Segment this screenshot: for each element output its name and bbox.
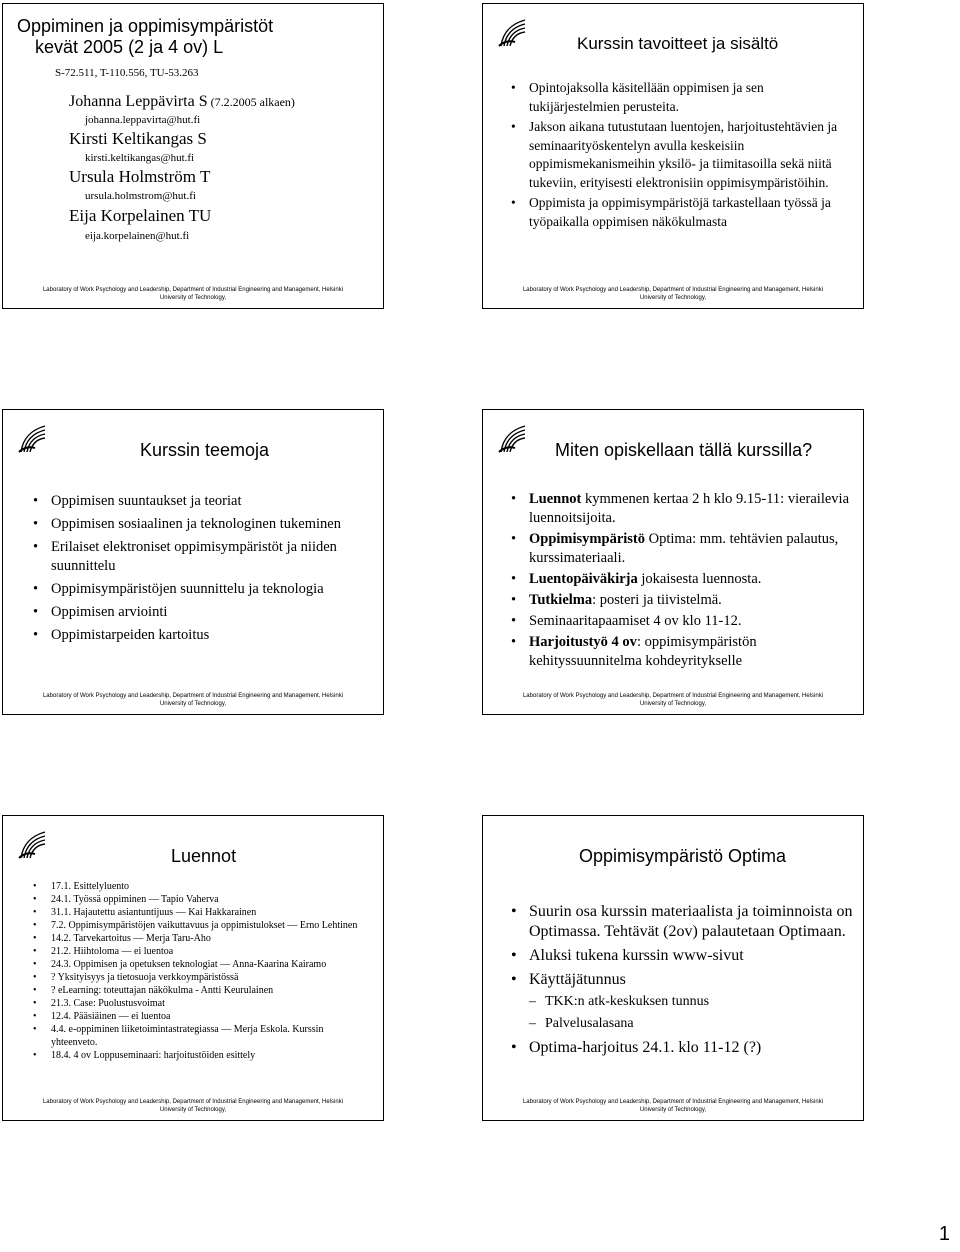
item-keyword: Luentopäiväkirja — [529, 571, 638, 587]
list-item: • Oppimista ja oppimisympäristöjä tarkastellaan työssä ja työpaikalla oppimisen näkökulmasta — [509, 194, 854, 231]
people-list — [69, 92, 295, 244]
sub-list-item: – Palvelusalasana — [509, 1014, 854, 1034]
list-item: • 24.1. Työssä oppiminen — Tapio Vaherva — [31, 893, 361, 906]
bullet-list — [509, 79, 854, 231]
slide-how-to-study — [482, 409, 864, 715]
footer-line: University of Technology, — [639, 1107, 707, 1113]
list-item: • 14.2. Tarvekartoitus — Merja Taru-Aho — [31, 932, 361, 945]
list-item: • Oppimisen suuntaukset ja teoriat — [31, 492, 376, 511]
slide-footer — [483, 1098, 863, 1114]
item-text: Optima: mm. tehtävien palautus, kurssimateriaali. — [529, 531, 839, 566]
title-line-2: kevät 2005 (2 ja 4 ov) L — [35, 37, 224, 57]
item-text: jokaisesta luennosta. — [637, 571, 762, 587]
footer-line: Laboratory of Work Psychology and Leadership, Department of Industrial Engineering and Management, Helsinki — [522, 287, 824, 293]
list-item — [509, 612, 854, 631]
footer-line: Laboratory of Work Psychology and Leadership, Department of Industrial Engineering and Management, Helsinki — [522, 693, 824, 699]
footer-line: University of Technology, — [639, 295, 707, 301]
person-name: Ursula Holmström T — [69, 167, 211, 186]
slide-title — [17, 16, 357, 58]
person-name: Kirsti Keltikangas S — [69, 129, 207, 148]
footer-line: Laboratory of Work Psychology and Leadership, Department of Industrial Engineering and Management, Helsinki — [42, 693, 344, 699]
title-line-1: Oppiminen ja oppimisympäristöt — [17, 16, 274, 36]
footer-line: Laboratory of Work Psychology and Leadership, Department of Industrial Engineering and Management, Helsinki — [42, 287, 344, 293]
list-item: • Opintojaksolla käsitellään oppimisen ja sen tukijärjestelmien perusteita. — [509, 79, 854, 116]
list-item: • 17.1. Esittelyluento — [31, 880, 361, 893]
list-item: • ? eLearning: toteuttajan näkökulma - Antti Keurulainen — [31, 984, 361, 997]
sub-list-item: – TKK:n atk-keskuksen tunnus — [509, 992, 854, 1012]
list-item — [509, 570, 854, 589]
list-item: • ? Yksityisyys ja tietosuoja verkkoympäristössä — [31, 971, 361, 984]
slide-title: Kurssin teemoja — [140, 440, 270, 460]
lecture-list — [31, 880, 361, 1062]
slide-footer — [3, 286, 383, 302]
list-item: • Oppimistarpeiden kartoitus — [31, 626, 376, 645]
slide-title: Miten opiskellaan tällä kurssilla? — [555, 440, 813, 460]
footer-line: Laboratory of Work Psychology and Leadership, Department of Industrial Engineering and Management, Helsinki — [522, 1099, 824, 1105]
list-item: • 4.4. e-oppiminen liiketoimintastrategiassa — Merja Eskola. Kurssin yhteenveto. — [31, 1023, 361, 1049]
slide-lectures — [2, 815, 384, 1121]
list-item: • Oppimisen sosiaalinen ja teknologinen tukeminen — [31, 515, 376, 534]
footer-line: University of Technology, — [159, 1107, 227, 1113]
list-item: • 21.3. Case: Puolustusvoimat — [31, 997, 361, 1010]
bullet-list — [31, 492, 376, 645]
slide-course-themes — [2, 409, 384, 715]
slide-title: Kurssin tavoitteet ja sisältö — [577, 34, 779, 53]
item-text: Seminaaritapaamiset 4 ov klo 11-12. — [529, 613, 742, 629]
list-item: • Oppimisympäristöjen suunnittelu ja teknologia — [31, 580, 376, 599]
list-item — [509, 530, 854, 568]
course-codes: S-72.511, T-110.556, TU-53.263 — [55, 67, 199, 79]
item-text: : posteri ja tiivistelmä. — [592, 592, 722, 608]
item-keyword: Harjoitustyö 4 ov — [529, 634, 637, 650]
list-item — [509, 490, 854, 528]
list-item: • Jakson aikana tutustutaan luentojen, harjoitustehtävien ja seminaarityöskentelyn avulla keskeisiin oppimismekanismeihin yksilö- ja tiimitasoilla sekä niitä tukeviin, erityisesti elektronisiin oppimisympäristöihin. — [509, 118, 854, 192]
item-keyword: Luennot — [529, 491, 582, 507]
university-logo-icon — [495, 422, 529, 456]
list-item: • Suurin osa kurssin materiaalista ja toiminnoista on Optimassa. Tehtävät (2ov) palautetaan Optimaan. — [509, 902, 854, 942]
slide-footer — [483, 286, 863, 302]
list-item: • 24.3. Oppimisen ja opetuksen teknologiat — Anna-Kaarina Kairamo — [31, 958, 361, 971]
item-text: kymmenen kertaa 2 h klo 9.15-11: vierailevia luennoitsijoita. — [529, 491, 850, 526]
list-item: • Käyttäjätunnus — [509, 970, 854, 990]
footer-line: University of Technology, — [639, 701, 707, 707]
list-item: • 21.2. Hiihtoloma — ei luentoa — [31, 945, 361, 958]
list-item: • 18.4. 4 ov Loppuseminaari: harjoitustöiden esittely — [31, 1049, 361, 1062]
item-keyword: Oppimisympäristö — [529, 531, 646, 547]
footer-line: University of Technology, — [159, 701, 227, 707]
slide-title: Luennot — [171, 846, 237, 866]
item-text: : oppimisympäristön kehityssuunnitelma kohdeyritykselle — [529, 634, 757, 669]
footer-line: University of Technology, — [159, 295, 227, 301]
person-email: ursula.holmstrom@hut.fi — [85, 190, 196, 202]
university-logo-icon — [495, 16, 529, 50]
list-item: • 12.4. Pääsiäinen — ei luentoa — [31, 1010, 361, 1023]
person-name: Eija Korpelainen TU — [69, 206, 212, 225]
slide-footer — [3, 1098, 383, 1114]
list-item: • Aluksi tukena kurssin www-sivut — [509, 946, 854, 966]
list-item: • 7.2. Oppimisympäristöjen vaikuttavuus ja oppimistulokset — Erno Lehtinen — [31, 919, 361, 932]
slide-optima — [482, 815, 864, 1121]
list-item: • Erilaiset elektroniset oppimisympäristöt ja niiden suunnittelu — [31, 538, 376, 576]
item-keyword: Tutkielma — [529, 592, 593, 608]
list-item — [509, 591, 854, 610]
person-note: (7.2.2005 alkaen) — [207, 95, 295, 109]
bullet-list — [509, 490, 854, 671]
list-item: • Oppimisen arviointi — [31, 603, 376, 622]
slide-course-goals — [482, 3, 864, 309]
person-name: Johanna Leppävirta S — [69, 93, 208, 110]
slide-course-info — [2, 3, 384, 309]
slide-footer — [483, 692, 863, 708]
university-logo-icon — [15, 422, 49, 456]
person — [69, 92, 295, 112]
list-item: • Optima-harjoitus 24.1. klo 11-12 (?) — [509, 1038, 854, 1058]
person-email: kirsti.keltikangas@hut.fi — [85, 152, 195, 164]
university-logo-icon — [15, 828, 49, 862]
person-email: eija.korpelainen@hut.fi — [85, 230, 190, 242]
slide-footer — [3, 692, 383, 708]
page-number: 1 — [938, 1223, 950, 1245]
person-email: johanna.leppavirta@hut.fi — [85, 114, 201, 126]
list-item: • 31.1. Hajautettu asiantuntijuus — Kai Hakkarainen — [31, 906, 361, 919]
footer-line: Laboratory of Work Psychology and Leadership, Department of Industrial Engineering and Management, Helsinki — [42, 1099, 344, 1105]
list-item — [509, 633, 854, 671]
bullet-list — [509, 902, 854, 1058]
slide-title: Oppimisympäristö Optima — [579, 846, 787, 866]
